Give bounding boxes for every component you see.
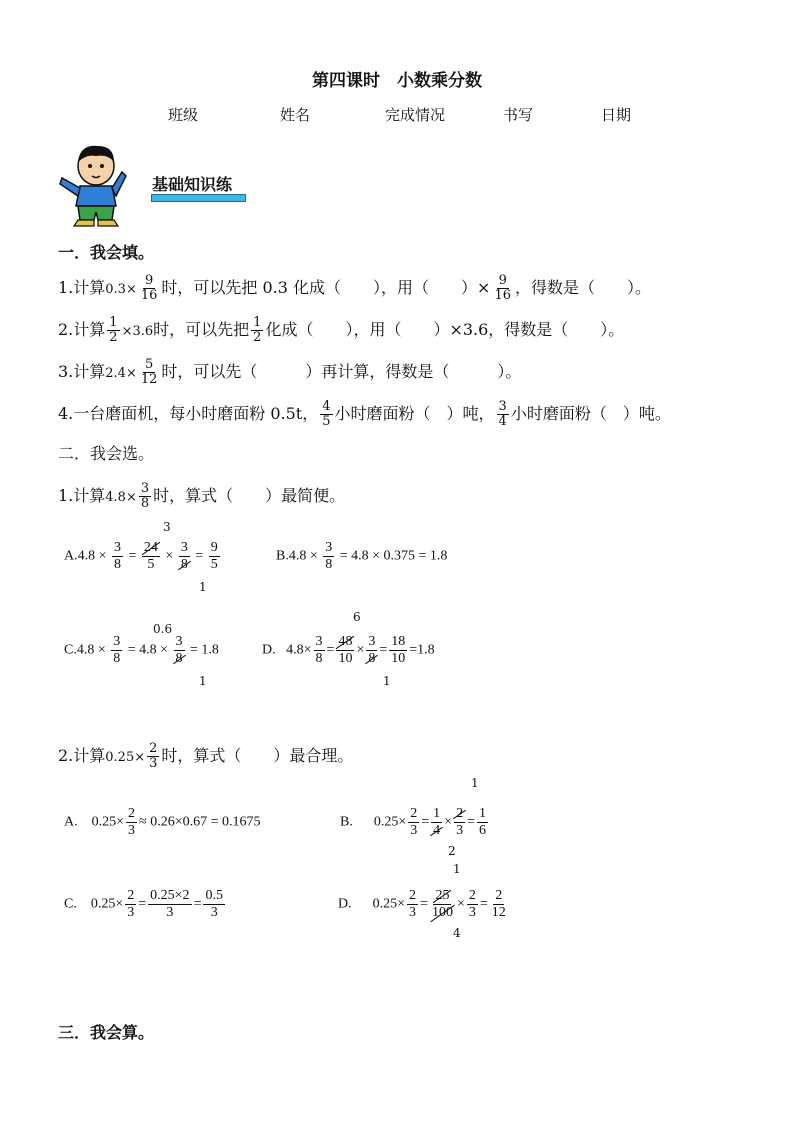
page-title: 第四课时 小数乘分数 [312, 71, 482, 91]
cancel-bottom-a: 1 [199, 580, 207, 594]
s2-q1-option-c: C.4.8 × $\frac{3}{8}$ = 4.8 × $\frac{3}{8}$ = 1.8 [64, 634, 219, 666]
fraction: $\frac{9}{16}$ [494, 273, 511, 303]
cancel-bottom-q2b: 2 [448, 844, 456, 858]
section-2-heading: 二．我会选。 [58, 444, 155, 463]
s2-q2-option-d: D. 0.25× $\frac{2}{3}$ = $\frac{25}{100}$ × $\frac{2}{3}$ = $\frac{2}{12}$ [338, 888, 506, 920]
s2-q1-option-d: D. 4.8× $\frac{3}{8}$ = $\frac{48}{10}$ × $\frac{3}{8}$ = $\frac{18}{10}$ =1.8 [262, 634, 435, 666]
boy-illustration [56, 142, 134, 228]
s1-question-4: 4.一台磨面机，每小时磨面粉 0.5t， $\frac{4}{5}$ 小时磨面粉（ ）吨， $\frac{3}{4}$ 小时磨面粉（ ）吨。 [58, 399, 671, 429]
fraction: $\frac{5}{12}$ [140, 357, 158, 387]
fraction: $\frac{1}{2}$ [253, 315, 262, 345]
cancel-top-c: 0.6 [153, 622, 173, 636]
cancel-bottom-c: 1 [199, 674, 207, 688]
cancel-bottom-q2d: 4 [453, 926, 461, 940]
fraction: $\frac{9}{16}$ [140, 273, 158, 303]
cancel-top-d: 6 [353, 610, 361, 624]
s1-question-2: 2.计算 $\frac{1}{2}$ ×3.6时，可以先把 $\frac{1}{2}$ 化成（ ），用（ ）×3.6，得数是（ ）。 [58, 315, 625, 345]
fraction: $\frac{3}{8}$ [140, 481, 150, 511]
fraction: $\frac{4}{5}$ [322, 399, 331, 429]
s2-question-2: 2.计算0.25× $\frac{2}{3}$ 时，算式（ ）最合理。 [58, 741, 354, 771]
cancel-top-q2d: 1 [453, 862, 461, 876]
section-1-heading: 一．我会填。 [58, 243, 155, 262]
s1-question-1: 1.计算0.3× $\frac{9}{16}$ 时，可以先把 0.3 化成（ ），用（ ）× $\frac{9}{16}$ ，得数是（ ）。 [58, 273, 651, 303]
cancel-top-a: 3 [163, 520, 171, 534]
s2-q2-option-a: A. 0.25× $\frac{2}{3}$ ≈ 0.26×0.67 = 0.1675 [64, 806, 261, 838]
name-label: 姓名 [280, 106, 311, 124]
cancel-bottom-d: 1 [383, 674, 391, 688]
s2-q2-option-c: C. 0.25× $\frac{2}{3}$ = $\frac{0.25\times 2}{3}$ = $\frac{0.5}{3}$ [64, 888, 223, 920]
s2-q1-option-b: B.4.8 × $\frac{3}{8}$ = 4.8 × 0.375 = 1.8 [276, 540, 448, 572]
s2-question-1: 1.计算4.8× $\frac{3}{8}$ 时，算式（ ）最简便。 [58, 481, 346, 511]
writing-label: 书写 [503, 106, 534, 124]
section-3-heading: 三．我会算。 [58, 1023, 155, 1042]
fraction: $\frac{2}{3}$ [149, 741, 158, 771]
banner-bar [151, 194, 246, 202]
s2-q2-option-b: B. 0.25× $\frac{2}{3}$ = $\frac{1}{4}$ × $\frac{2}{3}$ = $\frac{1}{6}$ [340, 806, 486, 838]
class-label: 班级 [168, 106, 199, 124]
completion-label: 完成情况 [385, 106, 446, 124]
fraction: $\frac{1}{2}$ [109, 315, 118, 345]
s2-q1-option-a: A.4.8 × $\frac{3}{8}$ = $\frac{24}{5}$ × $\frac{3}{8}$ = $\frac{9}{5}$ [64, 540, 218, 572]
banner-label: 基础知识练 [152, 175, 233, 194]
s1-question-3: 3.计算2.4× $\frac{5}{12}$ 时，可以先（ ）再计算，得数是（ ）。 [58, 357, 522, 387]
cancel-top-q2b: 1 [471, 776, 479, 790]
date-label: 日期 [601, 106, 632, 124]
fraction: $\frac{3}{4}$ [498, 399, 507, 429]
